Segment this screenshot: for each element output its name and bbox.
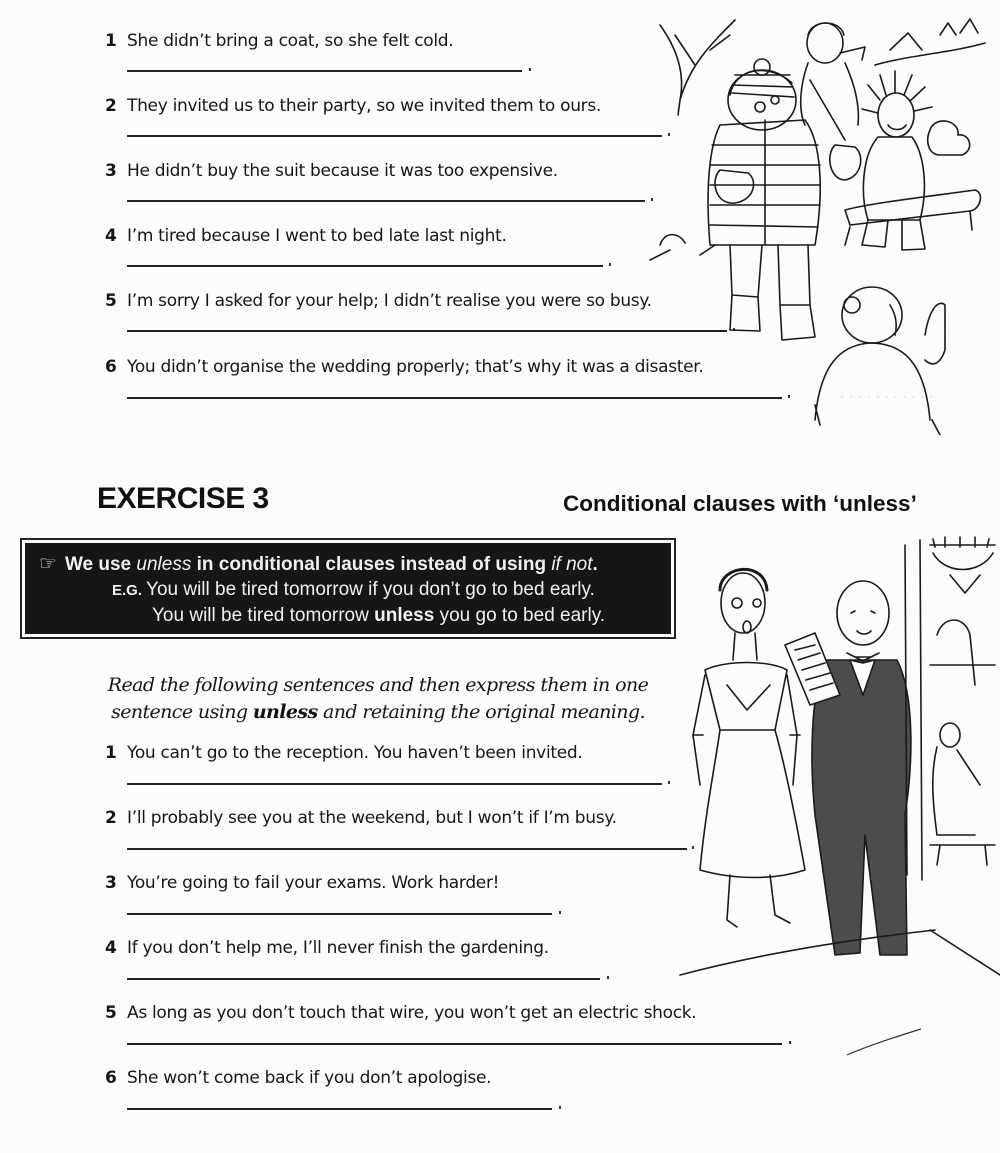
full-stop [789, 1041, 791, 1044]
example-text: you go to bed early. [434, 605, 606, 626]
question-number: 2 [105, 96, 117, 116]
rule-keyword-if-not: if not [551, 554, 593, 575]
question-a2 [105, 96, 601, 116]
question-text: He didn’t buy the suit because it was too expensive. [127, 161, 558, 181]
answer-line-b2[interactable] [127, 848, 687, 850]
question-a5 [105, 291, 652, 311]
full-stop [529, 68, 531, 71]
example-sentence-2 [152, 605, 605, 627]
grammar-rule-box [20, 538, 676, 639]
question-text: You didn’t organise the wedding properly; that’s why it was a disaster. [127, 357, 704, 377]
example-label: E.G. [112, 582, 143, 599]
question-a1 [105, 31, 453, 51]
answer-line-b6[interactable] [127, 1108, 552, 1110]
rule-statement [39, 551, 598, 576]
question-number: 4 [105, 938, 117, 958]
answer-line-a5[interactable] [127, 330, 727, 332]
question-b5 [105, 1003, 696, 1023]
question-text: You’re going to fail your exams. Work harder! [127, 873, 500, 893]
full-stop [559, 1106, 561, 1109]
question-a6 [105, 357, 704, 377]
rule-text: We use [64, 554, 137, 575]
example-sentence-1 [112, 579, 595, 601]
exercise-instructions [100, 672, 656, 726]
question-text: As long as you don’t touch that wire, you won’t get an electric shock. [127, 1003, 697, 1023]
question-b2 [105, 808, 617, 828]
answer-line-a3[interactable] [127, 200, 645, 202]
grammar-rule-panel [25, 543, 671, 634]
full-stop [609, 263, 611, 266]
question-number: 4 [105, 226, 117, 246]
question-b3 [105, 873, 499, 893]
answer-line-b4[interactable] [127, 978, 600, 980]
question-a4 [105, 226, 507, 246]
stray-pen-mark [845, 1025, 925, 1060]
rule-text: . [592, 554, 598, 575]
question-text: I’m tired because I went to bed late last night. [127, 226, 507, 246]
answer-line-b3[interactable] [127, 913, 552, 915]
winter-scene-illustration [640, 5, 1000, 435]
question-number: 3 [105, 161, 117, 181]
full-stop [607, 976, 609, 979]
answer-line-a4[interactable] [127, 265, 603, 267]
question-number: 5 [105, 291, 117, 311]
question-number: 6 [105, 1068, 117, 1088]
question-number: 6 [105, 357, 117, 377]
question-b1 [105, 743, 582, 763]
question-number: 1 [105, 743, 117, 763]
question-text: They invited us to their party, so we invited them to ours. [127, 96, 602, 116]
question-number: 2 [105, 808, 117, 828]
answer-line-b1[interactable] [127, 783, 662, 785]
question-text: I’ll probably see you at the weekend, but I won’t if I’m busy. [127, 808, 617, 828]
full-stop [668, 781, 670, 784]
question-b4 [105, 938, 549, 958]
pointing-hand-icon: ☞ [39, 553, 57, 575]
question-number: 1 [105, 31, 117, 51]
full-stop [559, 911, 561, 914]
instructions-keyword: unless [252, 701, 318, 723]
rule-text: in conditional clauses instead of using [191, 554, 552, 575]
exercise-subtitle: Conditional clauses with ‘unless’ [563, 491, 917, 516]
answer-line-a2[interactable] [127, 135, 662, 137]
ballroom-couple-illustration [675, 535, 1000, 985]
question-text: She won’t come back if you don’t apologise. [127, 1068, 492, 1088]
bleed-through-text: · · · · · · · · · · · [840, 390, 934, 406]
question-number: 5 [105, 1003, 117, 1023]
rule-keyword-unless: unless [136, 554, 192, 575]
question-text: If you don’t help me, I’ll never finish the gardening. [127, 938, 549, 958]
example-text: You will be tired tomorrow [152, 605, 375, 626]
question-text: You can’t go to the reception. You haven’t been invited. [127, 743, 583, 763]
instructions-text: and retaining the original meaning. [317, 701, 645, 723]
instructions-text: Read the following sentences and then express them in one sentence using [107, 674, 649, 723]
example-keyword-unless: unless [374, 605, 435, 626]
question-b6 [105, 1068, 491, 1088]
answer-line-b5[interactable] [127, 1043, 782, 1045]
exercise-title: EXERCISE 3 [97, 482, 269, 515]
example-text: You will be tired tomorrow if you don’t go to bed early. [146, 579, 595, 600]
question-number: 3 [105, 873, 117, 893]
answer-line-a1[interactable] [127, 70, 522, 72]
question-a3 [105, 161, 558, 181]
question-text: She didn’t bring a coat, so she felt cold. [127, 31, 454, 51]
question-text: I’m sorry I asked for your help; I didn’t realise you were so busy. [127, 291, 652, 311]
